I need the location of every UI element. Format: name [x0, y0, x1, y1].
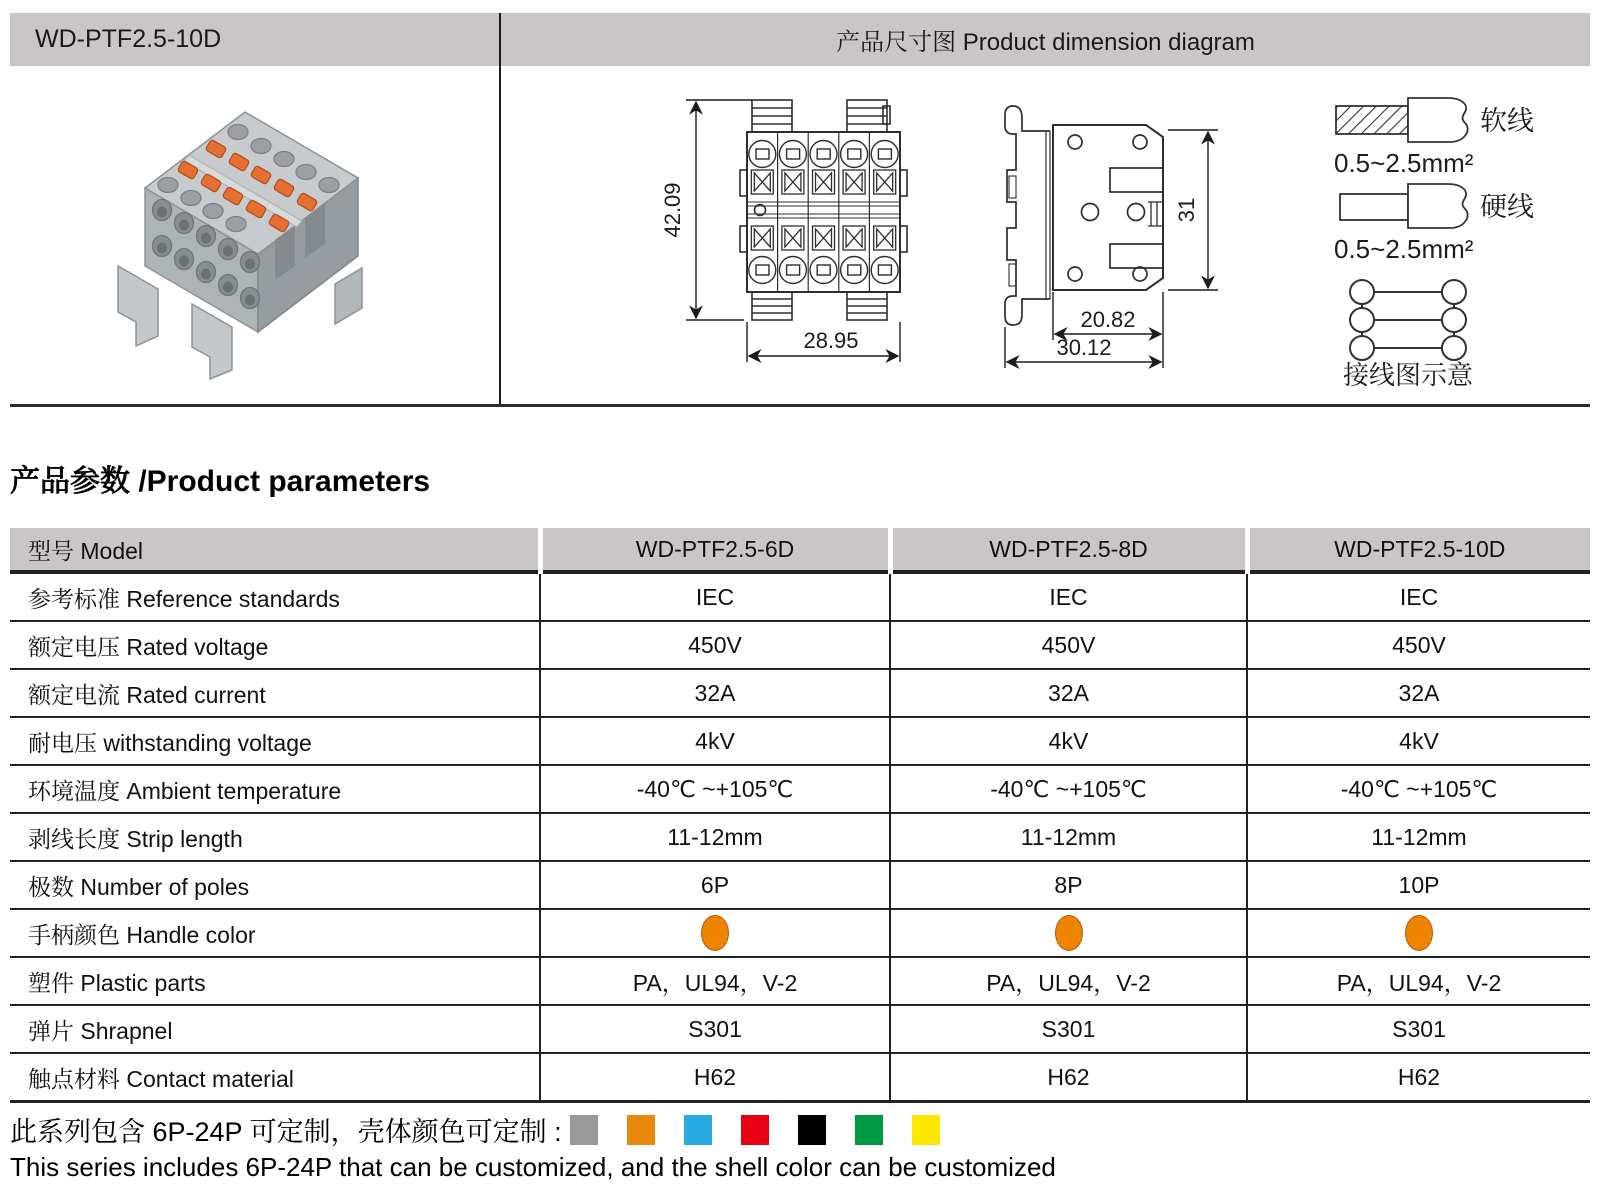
table-row-number-of-poles [10, 861, 1590, 909]
row-value: PA，UL94，V-2 [540, 957, 890, 1005]
dimension-lines [686, 100, 900, 362]
customization-note-zh: 此系列包含 6P-24P 可定制，壳体颜色可定制 : [10, 1117, 562, 1147]
shell-color-swatch-gray [570, 1115, 598, 1145]
hard-wire-label: 硬线 [1480, 192, 1534, 222]
model-title: WD-PTF2.5-10D [35, 25, 222, 53]
model-header-band [10, 13, 499, 66]
table-row-withstanding-voltage [10, 717, 1590, 765]
row-label: 参考标准 Reference standards [10, 572, 540, 621]
shell-color-swatch-black [798, 1115, 826, 1145]
row-label: 耐电压 withstanding voltage [10, 717, 540, 765]
row-label: 剥线长度 Strip length [10, 813, 540, 861]
header-vertical-divider [499, 13, 501, 406]
row-value: -40℃ ~+105℃ [1247, 765, 1590, 813]
row-value: 10P [1247, 861, 1590, 909]
table-header-row [10, 528, 1590, 572]
dimension-header-band [501, 13, 1590, 66]
row-value: 4kV [540, 717, 890, 765]
din-foot [118, 266, 158, 346]
row-label: 手柄颜色 Handle color [10, 909, 540, 957]
row-value: S301 [1247, 1005, 1590, 1053]
row-label: 触点材料 Contact material [10, 1053, 540, 1102]
table-row-rated-voltage [10, 621, 1590, 669]
row-value: 11-12mm [540, 813, 890, 861]
soft-wire-spec: 0.5~2.5mm² [1334, 148, 1474, 178]
table-row-ambient-temperature [10, 765, 1590, 813]
table-row-handle-color [10, 909, 1590, 957]
soft-wire-icon [1336, 98, 1468, 142]
product-photo [100, 70, 400, 380]
row-value: S301 [890, 1005, 1247, 1053]
row-value: 32A [1247, 669, 1590, 717]
side-total-width-dimension: 30.12 [1056, 335, 1112, 360]
row-value: -40℃ ~+105℃ [890, 765, 1247, 813]
row-value: S301 [540, 1005, 890, 1053]
row-label: 额定电流 Rated current [10, 669, 540, 717]
hard-wire-icon [1340, 184, 1468, 228]
din-foot [335, 268, 362, 324]
column-header-model: 型号 Model [10, 528, 540, 572]
table-row-shrapnel [10, 1005, 1590, 1053]
row-value: IEC [890, 572, 1247, 621]
row-value: 32A [890, 669, 1247, 717]
wiring-diagram-icon [1350, 280, 1466, 360]
column-header-8d: WD-PTF2.5-8D [890, 528, 1247, 572]
shell-color-swatches [570, 1115, 969, 1145]
row-label: 环境温度 Ambient temperature [10, 765, 540, 813]
side-height-dimension: 31 [1174, 197, 1199, 223]
row-label: 额定电压 Rated voltage [10, 621, 540, 669]
table-row-reference-standards [10, 572, 1590, 621]
row-label: 极数 Number of poles [10, 861, 540, 909]
hard-wire-spec: 0.5~2.5mm² [1334, 234, 1474, 264]
customization-note-en: This series includes 6P-24P that can be customized, and the shell color can be customized [10, 1152, 1056, 1182]
dimension-lines [1005, 130, 1218, 368]
shell-color-swatch-yellow [912, 1115, 940, 1145]
row-value: 450V [1247, 621, 1590, 669]
row-value: 4kV [1247, 717, 1590, 765]
row-value: PA，UL94，V-2 [1247, 957, 1590, 1005]
row-value: 11-12mm [1247, 813, 1590, 861]
row-value: 4kV [890, 717, 1247, 765]
front-width-dimension: 28.95 [803, 328, 859, 353]
row-value: 450V [540, 621, 890, 669]
front-height-dimension: 42.09 [660, 182, 685, 238]
front-dimension-view [640, 78, 910, 370]
parameters-section-title: 产品参数 /Product parameters [10, 465, 431, 498]
column-header-10d: WD-PTF2.5-10D [1247, 528, 1590, 572]
row-value: 6P [540, 861, 890, 909]
handle-color-swatch [1055, 915, 1083, 951]
table-row-plastic-parts [10, 957, 1590, 1005]
column-header-6d: WD-PTF2.5-6D [540, 528, 890, 572]
row-value: 450V [890, 621, 1247, 669]
row-value [540, 909, 890, 957]
top-section-bottom-border [10, 404, 1590, 407]
row-label: 塑件 Plastic parts [10, 957, 540, 1005]
parameters-table [10, 528, 1590, 1103]
shell-color-swatch-orange [627, 1115, 655, 1145]
row-value: 32A [540, 669, 890, 717]
wiring-diagram-label: 接线图示意 [1342, 360, 1474, 388]
row-value: H62 [1247, 1053, 1590, 1102]
row-value: IEC [540, 572, 890, 621]
row-value: 11-12mm [890, 813, 1247, 861]
row-label: 弹片 Shrapnel [10, 1005, 540, 1053]
table-row-contact-material [10, 1053, 1590, 1102]
row-value [1247, 909, 1590, 957]
row-value [890, 909, 1247, 957]
soft-wire-label: 软线 [1480, 106, 1534, 136]
handle-color-swatch [701, 915, 729, 951]
wire-type-legend [1332, 86, 1542, 388]
table-row-strip-length [10, 813, 1590, 861]
row-value: -40℃ ~+105℃ [540, 765, 890, 813]
dimension-diagram-title: 产品尺寸图 Product dimension diagram [836, 29, 1255, 56]
shell-color-swatch-blue [684, 1115, 712, 1145]
row-value: IEC [1247, 572, 1590, 621]
handle-color-swatch [1405, 915, 1433, 951]
side-inner-width-dimension: 20.82 [1080, 307, 1136, 332]
din-foot [192, 304, 232, 379]
shell-color-swatch-red [741, 1115, 769, 1145]
side-dimension-view [950, 78, 1250, 370]
row-value: 8P [890, 861, 1247, 909]
row-value: PA，UL94，V-2 [890, 957, 1247, 1005]
row-value: H62 [540, 1053, 890, 1102]
shell-color-swatch-green [855, 1115, 883, 1145]
row-value: H62 [890, 1053, 1247, 1102]
table-row-rated-current [10, 669, 1590, 717]
customization-note-zh-row [10, 1110, 969, 1149]
